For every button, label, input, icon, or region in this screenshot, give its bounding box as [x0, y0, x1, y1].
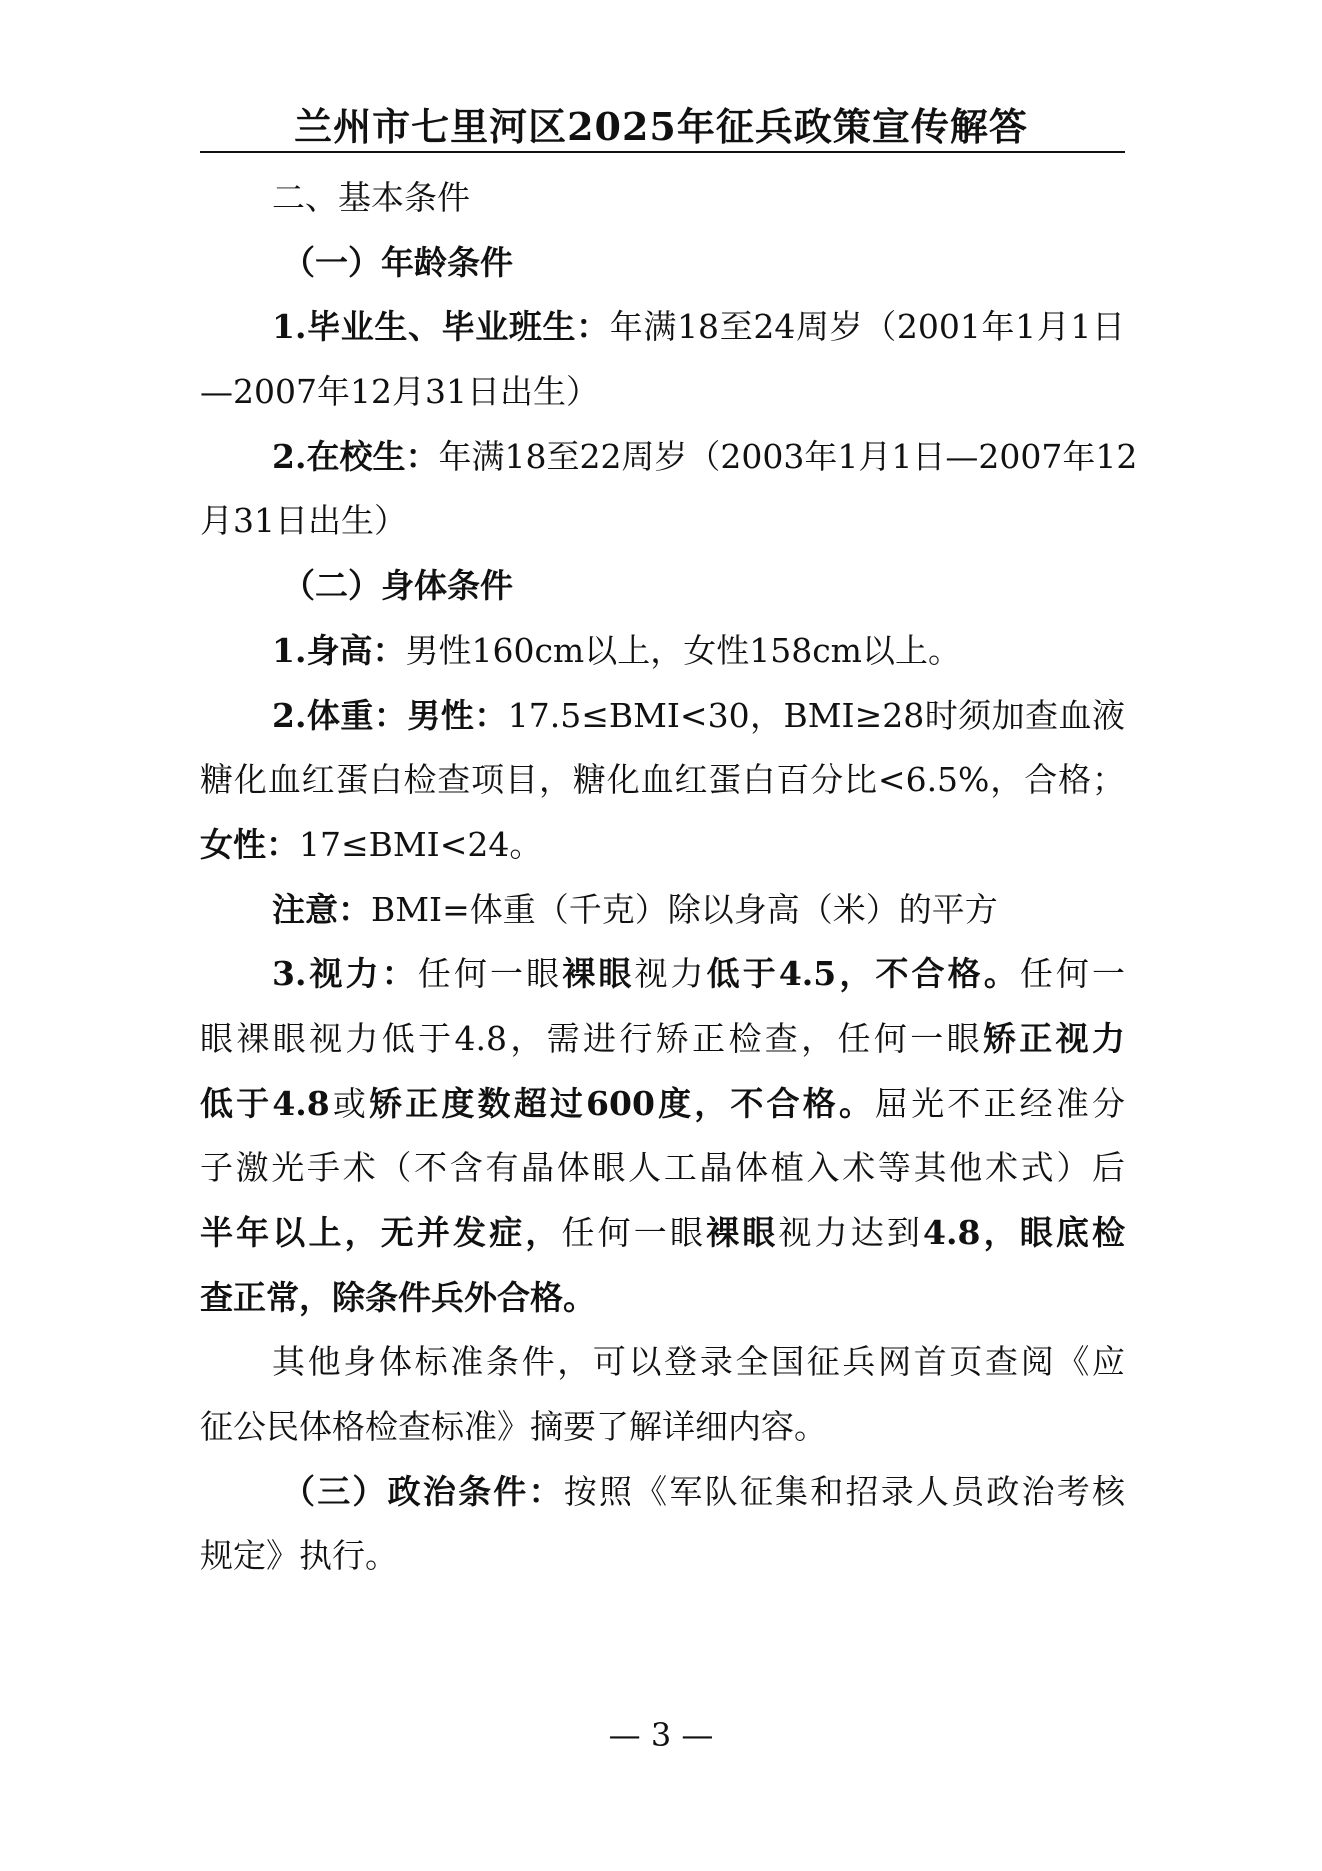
weight-requirement-line-1: 2.体重：男性：17.5≤BMI<30，BMI≥28时须加查血液	[272, 695, 1126, 735]
document-header-title: 兰州市七里河区2025年征兵政策宣传解答	[294, 104, 1028, 149]
vision-line-4: 子激光手术（不含有晶体眼人工晶体植入术等其他术式）后	[200, 1148, 1125, 1188]
vision-line-2: 眼裸眼视力低于4.8，需进行矫正检查，任何一眼矫正视力	[200, 1018, 1126, 1058]
weight-male-label: 男性：	[407, 695, 508, 735]
height-requirement: 1.身高：男性160cm以上，女性158cm以上。	[272, 630, 961, 670]
note-label: 注意：	[272, 889, 371, 929]
weight-requirement-line-3: 女性：17≤BMI<24。	[200, 824, 543, 864]
physical-conditions-heading: （二）身体条件	[282, 566, 513, 606]
page-number: — 3 —	[608, 1716, 714, 1754]
section-heading-basic-conditions: 二、基本条件	[272, 178, 470, 217]
weight-requirement-line-2: 糖化血红蛋白检查项目，糖化血红蛋白百分比<6.5%，合格；	[200, 760, 1125, 800]
header-divider	[200, 151, 1125, 153]
bmi-note: 注意：BMI=体重（千克）除以身高（米）的平方	[272, 889, 998, 929]
political-conditions-line-2: 规定》执行。	[200, 1536, 398, 1576]
vision-line-3: 低于4.8或矫正度数超过600度，不合格。屈光不正经准分	[200, 1083, 1125, 1123]
age-graduates-label: 1.毕业生、毕业班生：	[272, 307, 610, 347]
age-students-line-2: 月31日出生）	[200, 501, 407, 541]
vision-label: 3.视力：	[272, 954, 418, 994]
age-conditions-heading: （一）年龄条件	[282, 242, 513, 282]
vision-line-1: 3.视力：任何一眼裸眼视力低于4.5，不合格。任何一	[272, 954, 1126, 994]
other-standards-line-2: 征公民体格检查标准》摘要了解详细内容。	[200, 1407, 827, 1447]
document-body	[200, 166, 1138, 1589]
age-students-line-1: 2.在校生：年满18至22周岁（2003年1月1日—2007年12	[272, 436, 1138, 476]
weight-female-label: 女性：	[200, 824, 299, 864]
political-conditions-line-1: （三）政治条件：按照《军队征集和招录人员政治考核	[282, 1471, 1126, 1511]
age-graduates-line-1: 1.毕业生、毕业班生：年满18至24周岁（2001年1月1日	[272, 307, 1125, 347]
age-students-label: 2.在校生：	[272, 436, 439, 476]
vision-line-6: 查正常，除条件兵外合格。	[200, 1277, 596, 1317]
political-conditions-label: （三）政治条件：	[282, 1471, 564, 1511]
vision-line-5: 半年以上，无并发症，任何一眼裸眼视力达到4.8，眼底检	[200, 1213, 1126, 1252]
height-label: 1.身高：	[272, 630, 406, 670]
other-standards-line-1: 其他身体标准条件，可以登录全国征兵网首页查阅《应	[272, 1342, 1125, 1382]
weight-label: 2.体重：	[272, 695, 408, 735]
age-graduates-line-2: —2007年12月31日出生）	[200, 372, 599, 412]
